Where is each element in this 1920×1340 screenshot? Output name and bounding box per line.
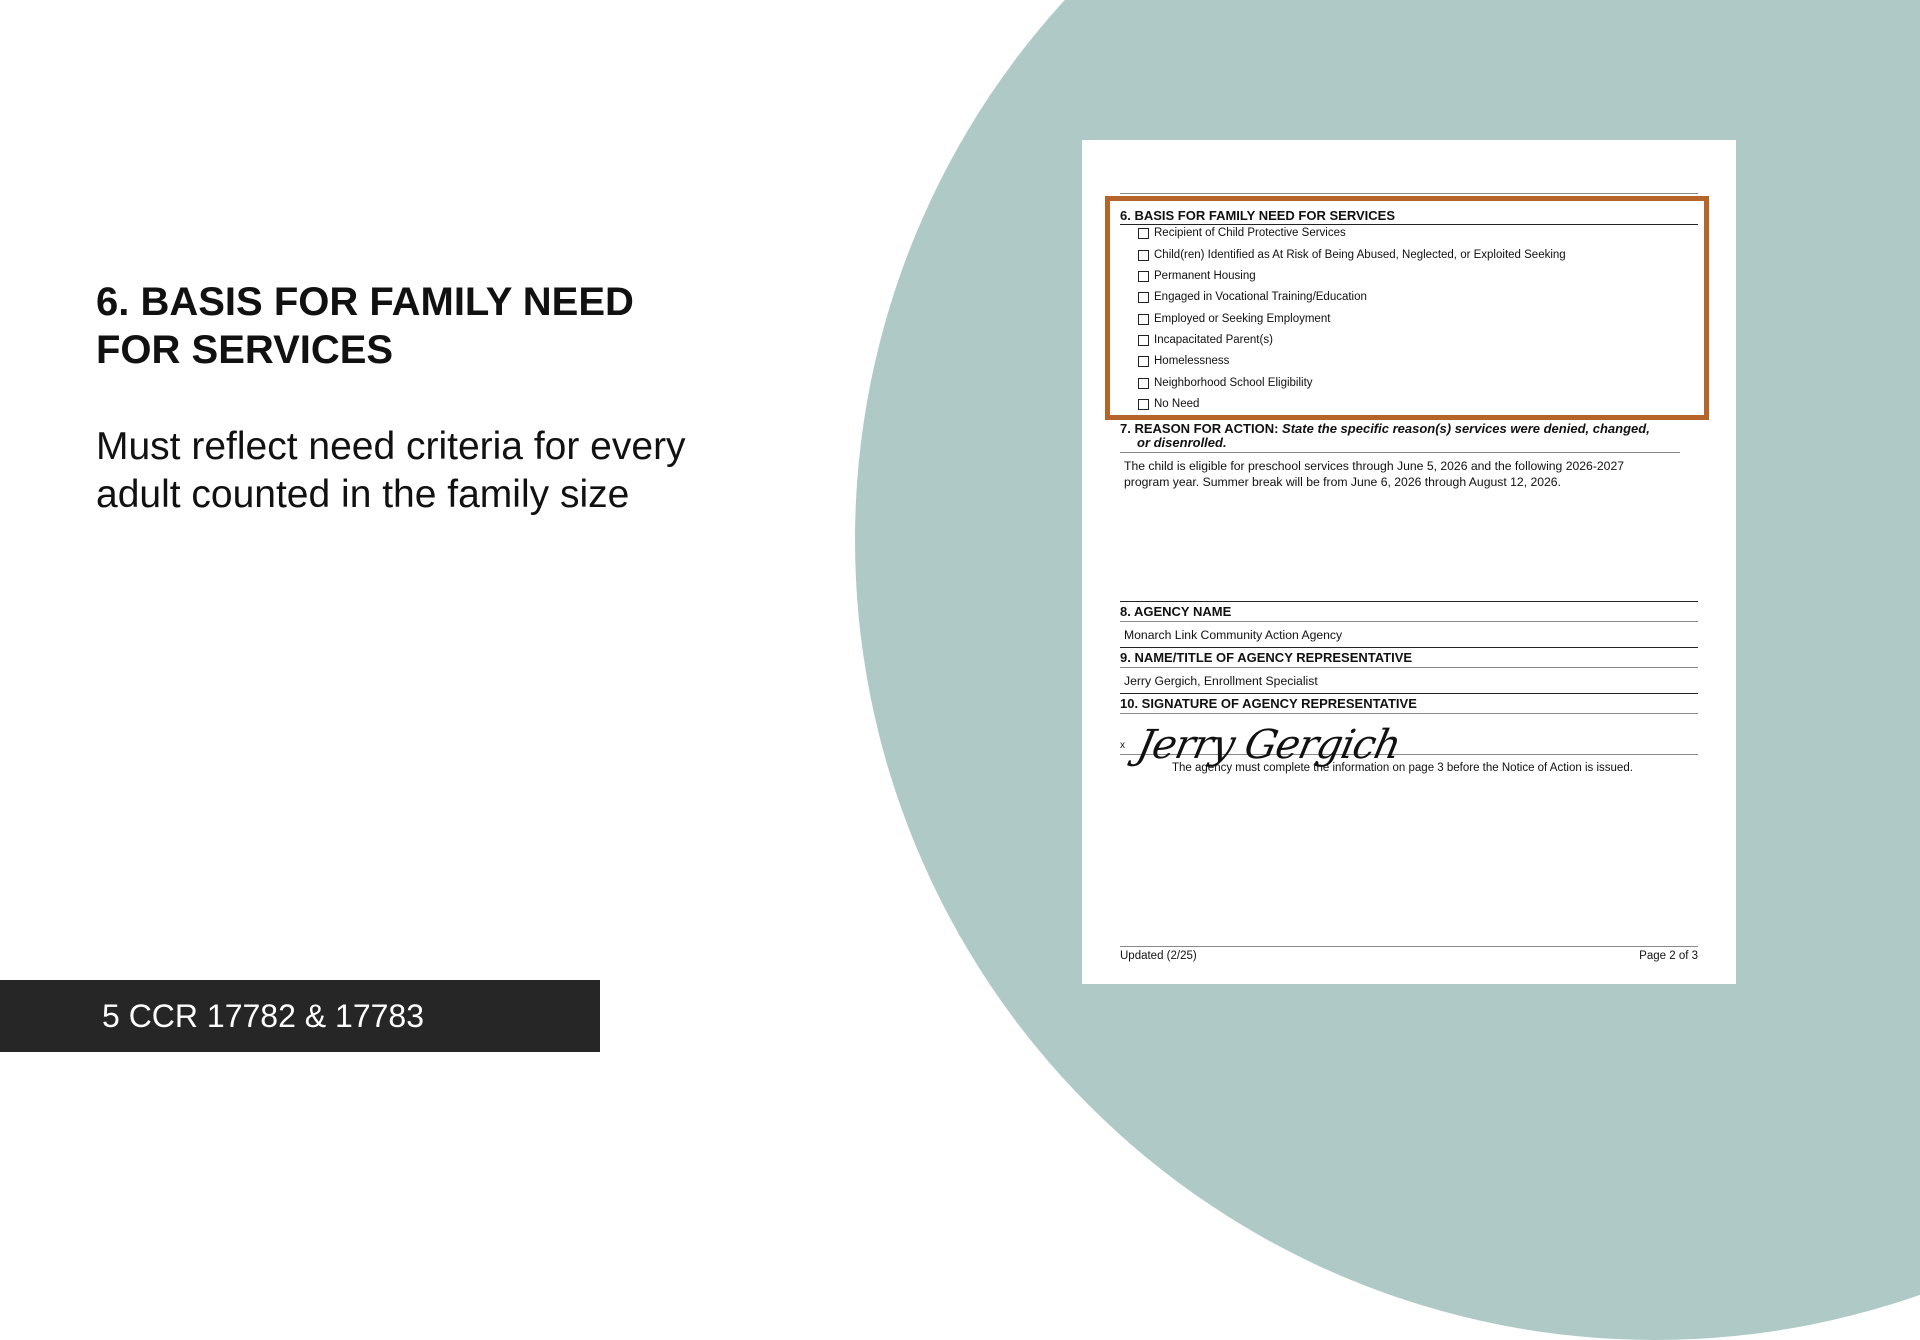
section6-heading: 6. BASIS FOR FAMILY NEED FOR SERVICES [1120,208,1395,223]
checkbox-label: Employed or Seeking Employment [1154,313,1331,325]
checkbox-label: Permanent Housing [1154,270,1256,282]
section7-instruction-cont: or disenrolled. [1137,435,1227,450]
representative-value: Jerry Gergich, Enrollment Specialist [1124,674,1318,688]
rule [1120,647,1698,648]
rule [1120,693,1698,694]
citation-text: 5 CCR 17782 & 17783 [102,998,424,1034]
rule [1120,452,1680,453]
rule [1120,713,1698,714]
checkbox-label: Neighborhood School Eligibility [1154,377,1313,389]
form-page-image [1082,140,1736,984]
signature-note: The agency must complete the information on page 3 before the Notice of Action is issued. [1172,762,1633,774]
section9-heading: 9. NAME/TITLE OF AGENCY REPRESENTATIVE [1120,650,1413,665]
footer-page-number: Page 2 of 3 [1639,950,1698,962]
rule [1120,601,1698,602]
footer-updated: Updated (2/25) [1120,950,1197,962]
checkbox-label: Incapacitated Parent(s) [1154,334,1273,346]
handwritten-signature: Jerry Gergich [1133,722,1405,768]
section7-instruction: State the specific reason(s) services were denied, changed, [1282,421,1650,436]
top-rule [1120,193,1698,194]
checkbox-label: No Need [1154,398,1200,410]
citation-bar [0,980,600,1052]
slide-title: 6. BASIS FOR FAMILY NEED FOR SERVICES [96,280,634,372]
section10-heading: 10. SIGNATURE OF AGENCY REPRESENTATIVE [1120,696,1417,711]
checkbox-label: Homelessness [1154,355,1230,367]
rule [1120,667,1698,668]
footer-rule [1120,946,1698,947]
rule [1120,621,1698,622]
checkbox-label: Child(ren) Identified as At Risk of Being Abused, Neglected, or Exploited Seeking [1154,249,1566,261]
section7-heading [1120,421,1650,436]
section6-highlight-box [1105,196,1709,420]
slide-body-text: Must reflect need criteria for every adult counted in the family size [96,425,686,516]
agency-name-value: Monarch Link Community Action Agency [1124,628,1343,642]
section7-text-line: The child is eligible for preschool services through June 5, 2026 and the following 2026-2027 [1124,459,1625,473]
checkbox-label: Engaged in Vocational Training/Education [1154,291,1367,303]
section7-label: 7. REASON FOR ACTION: [1120,421,1279,436]
section7-text-line: program year. Summer break will be from June 6, 2026 through August 12, 2026. [1124,475,1561,489]
section8-heading: 8. AGENCY NAME [1120,604,1232,619]
checkbox-label: Recipient of Child Protective Services [1154,227,1346,239]
signature-x-mark: x [1120,740,1125,751]
